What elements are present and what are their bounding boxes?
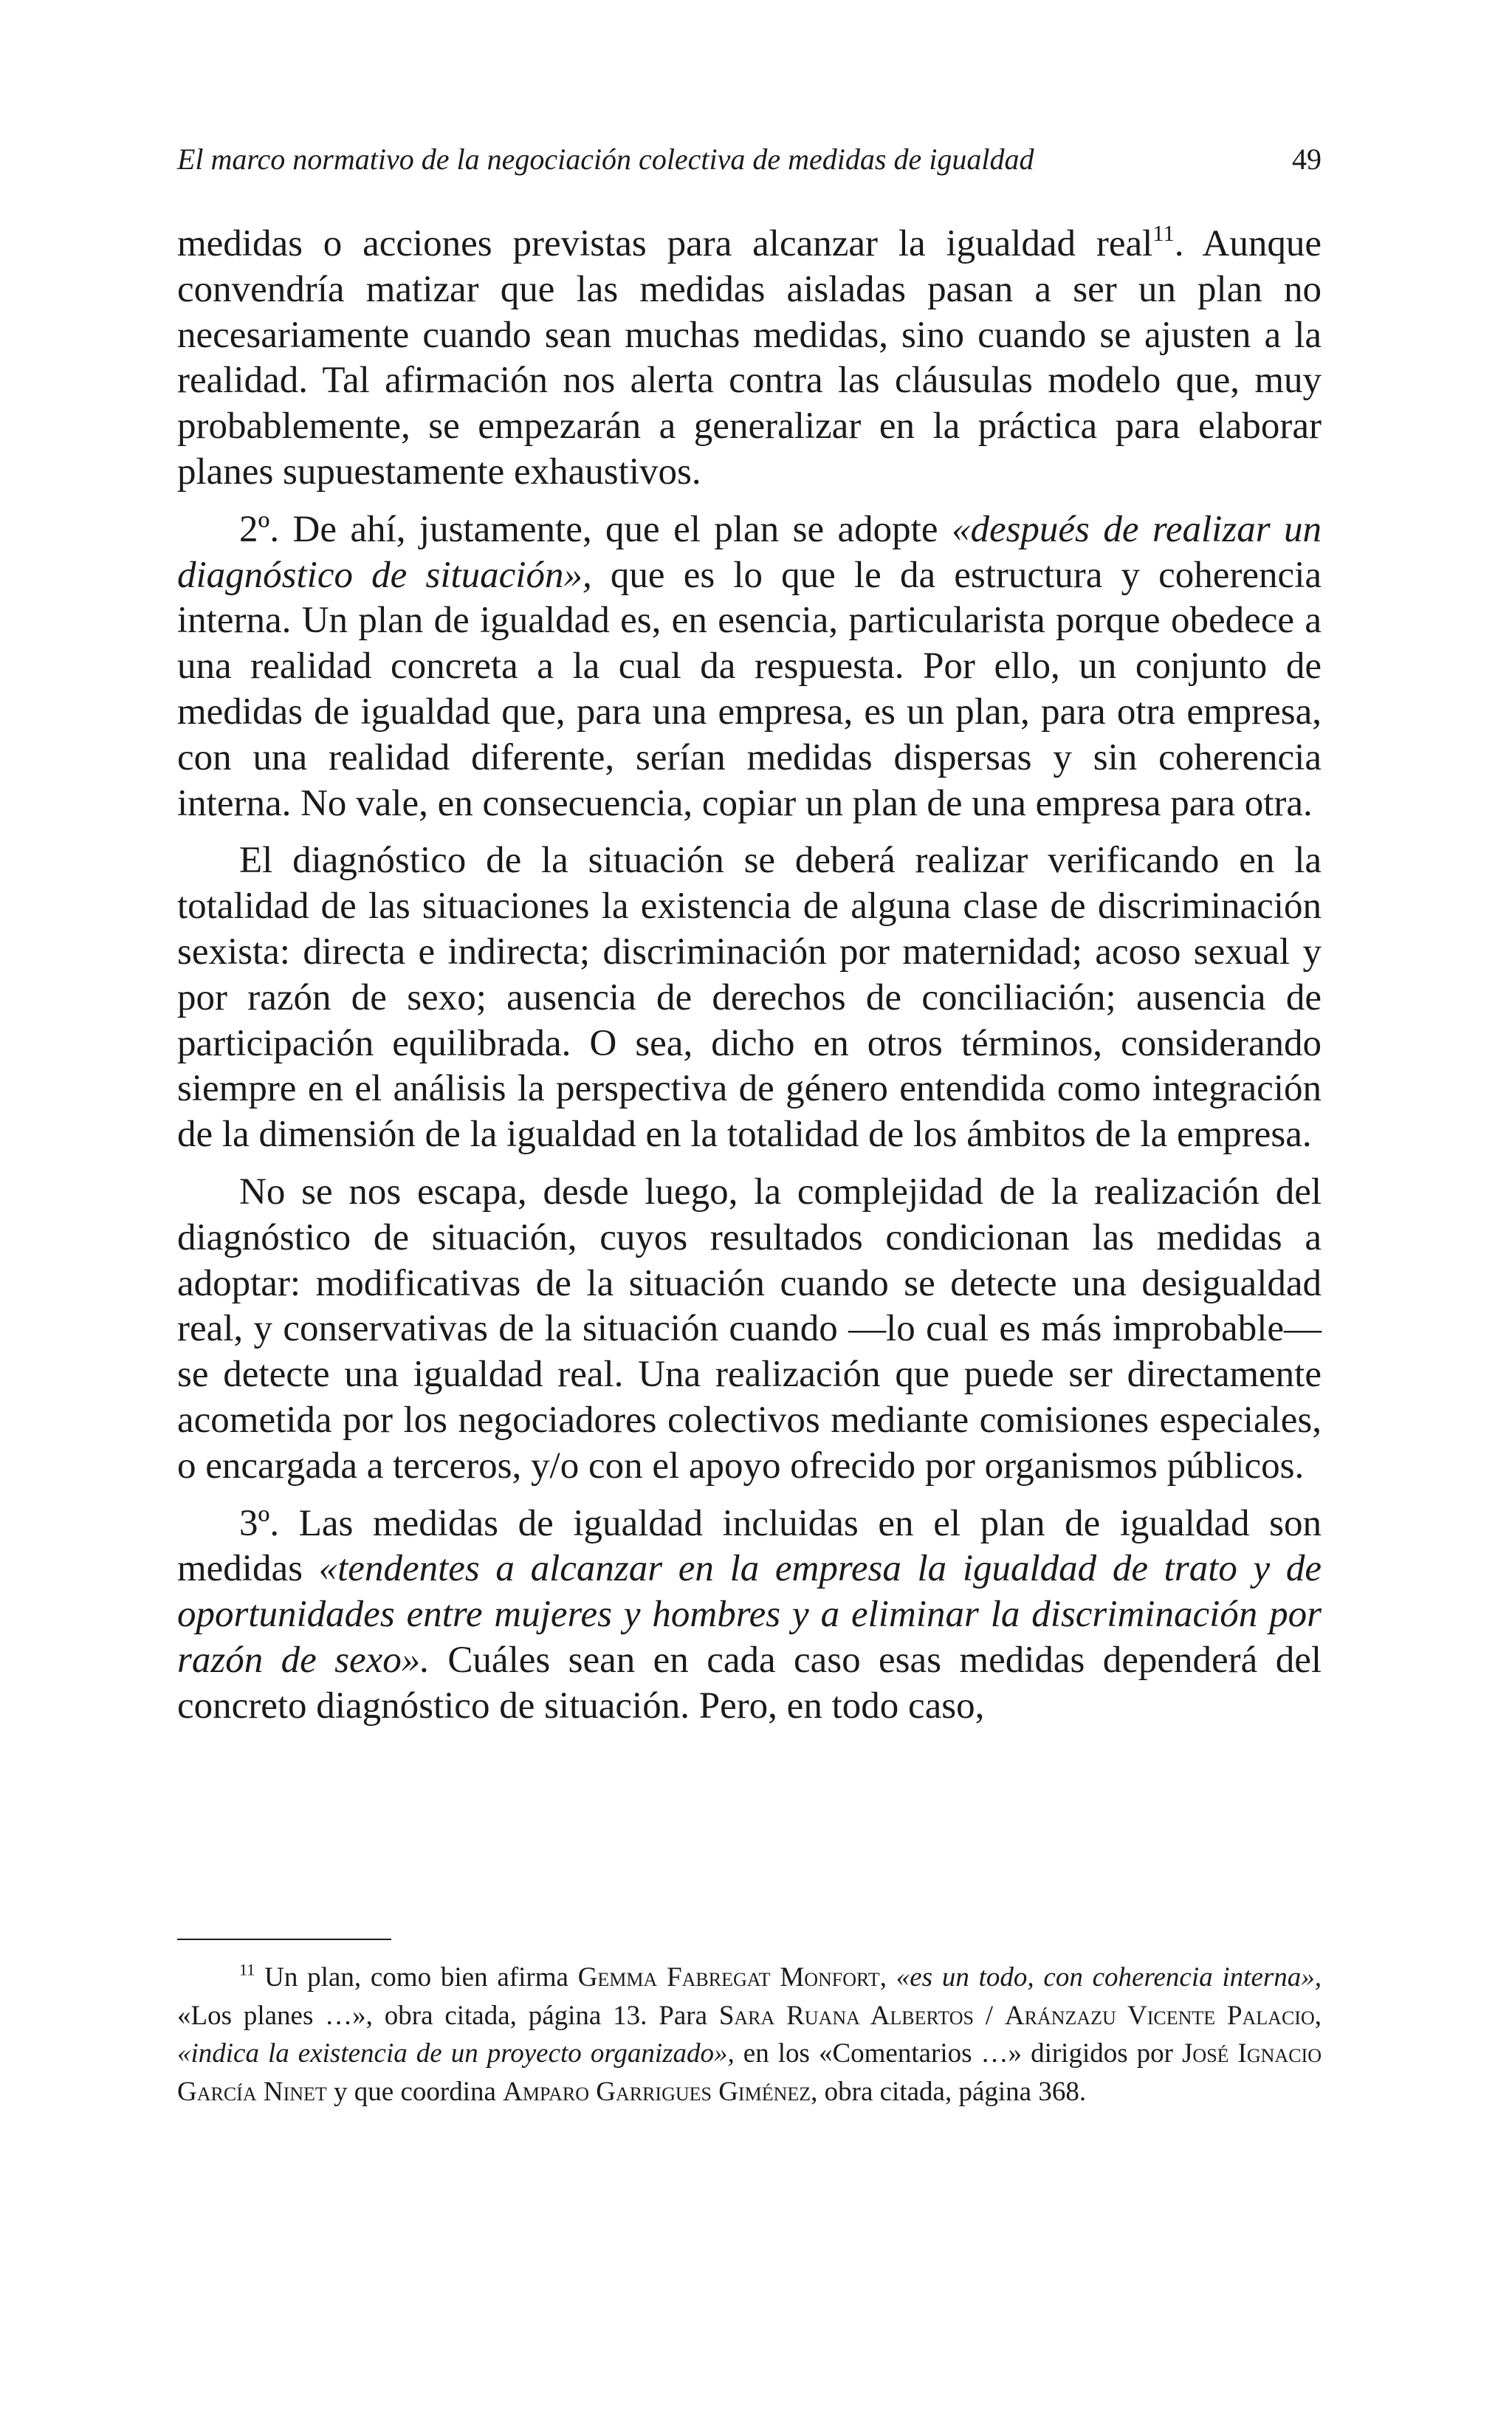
paragraph-1	[177, 222, 1322, 496]
footnote-text: y que coordina	[326, 2076, 504, 2107]
paragraph-1-text-b: . Aunque convendría matizar que las medidas aisladas pasan a ser un plan no necesariamente cuando sean muchas medidas, sino cuando se ajusten a la realidad. Tal afirmación nos alerta contra las cláusulas modelo que, muy probablemente, se empezarán a generalizar en la práctica para elaborar planes supuestamente exhaustivos.	[177, 223, 1322, 493]
footnote-quote: «indica la existencia de un proyecto organizado»,	[177, 2038, 735, 2069]
footnote-author: Gemma Fabregat Monfort	[577, 1962, 880, 1993]
footnote-text: Un plan, como bien afirma	[255, 1962, 578, 1993]
footnote-text: en los «Comentarios …» dirigidos por	[734, 2038, 1183, 2069]
footnote-paragraph	[177, 1959, 1322, 2111]
paragraph-5-text-b: Cuáles sean en cada caso esas medidas dependerá del concreto diagnóstico de situación. Pero, en todo caso,	[177, 1639, 1322, 1727]
footnote-11	[177, 1959, 1322, 2111]
footnote-text: ,	[879, 1962, 896, 1993]
page-number: 49	[1292, 143, 1322, 176]
paragraph-5-text-a: 3º. Las medidas de igualdad incluidas en el plan de igualdad son medidas	[177, 1502, 1322, 1590]
footnote-text: , obra citada, página 368.	[811, 2076, 1087, 2107]
footnote-quote: «es un todo, con coherencia interna»,	[896, 1962, 1322, 1993]
footnote-author: Sara Ruana Albertos	[718, 2000, 974, 2031]
footnote-text: «Los planes …», obra citada, página 13. Para	[177, 2000, 719, 2031]
footnote-author: José Ignacio García Ninet	[177, 2038, 1322, 2107]
footnote-number: 11	[239, 1960, 255, 1979]
paragraph-2-text-b: que es lo que le da estructura y coherencia interna. Un plan de igualdad es, en esencia, particularista porque obedece a una realidad concreta a la cual da respuesta. Por ello, un conjunto de medidas de igualdad que, para una empresa, es un plan, para otra empresa, con una realidad diferente, serían medidas dispersas y sin coherencia interna. No vale, en consecuencia, copiar un plan de una empresa para otra.	[177, 554, 1322, 824]
footnote-author: Amparo Garrigues Giménez	[503, 2076, 811, 2107]
footnote-reference[interactable]: 11	[1152, 221, 1175, 247]
main-text	[177, 222, 1322, 1741]
paragraph-1-text-a: medidas o acciones previstas para alcanzar la igualdad real	[177, 223, 1153, 264]
running-title: El marco normativo de la negociación colectiva de medidas de igualdad	[177, 143, 1034, 176]
paragraph-5-quote: «tendentes a alcanzar en la empresa la igualdad de trato y de oportunidades entre mujeres y hombres y a eliminar la discriminación por razón de sexo».	[177, 1548, 1322, 1681]
footnote-divider	[177, 1939, 391, 1940]
footnote-text: /	[973, 2000, 1005, 2031]
footnote-text: ,	[1314, 2000, 1322, 2031]
paragraph-2	[177, 507, 1322, 827]
paragraph-3: El diagnóstico de la situación se deberá realizar verificando en la totalidad de las situaciones la existencia de alguna clase de discriminación sexista: directa e indirecta; discriminación por maternidad; acoso sexual y por razón de sexo; ausencia de derechos de conciliación; ausencia de participación equilibrada. O sea, dicho en otros términos, considerando siempre en el análisis la perspectiva de género entendida como integración de la dimensión de la igualdad en la totalidad de los ámbitos de la empresa.	[177, 840, 1322, 1156]
paragraph-2-text-a: 2º. De ahí, justamente, que el plan se adopte	[239, 508, 952, 550]
footnote-author: Aránzazu Vicente Palacio	[1004, 2000, 1315, 2031]
paragraph-4: No se nos escapa, desde luego, la complejidad de la realización del diagnóstico de situación, cuyos resultados condicionan las medidas a adoptar: modificativas de la situación cuando se detecte una desigualdad real, y conservativas de la situación cuando —lo cual es más improbable— se detecte una igualdad real. Una realización que puede ser directamente acometida por los negociadores colectivos mediante comisiones especiales, o encargada a terceros, y/o con el apoyo ofrecido por organismos públicos.	[177, 1171, 1322, 1487]
paragraph-2-quote: «después de realizar un diagnóstico de situación»,	[177, 508, 1322, 596]
paragraph-5	[177, 1501, 1322, 1730]
